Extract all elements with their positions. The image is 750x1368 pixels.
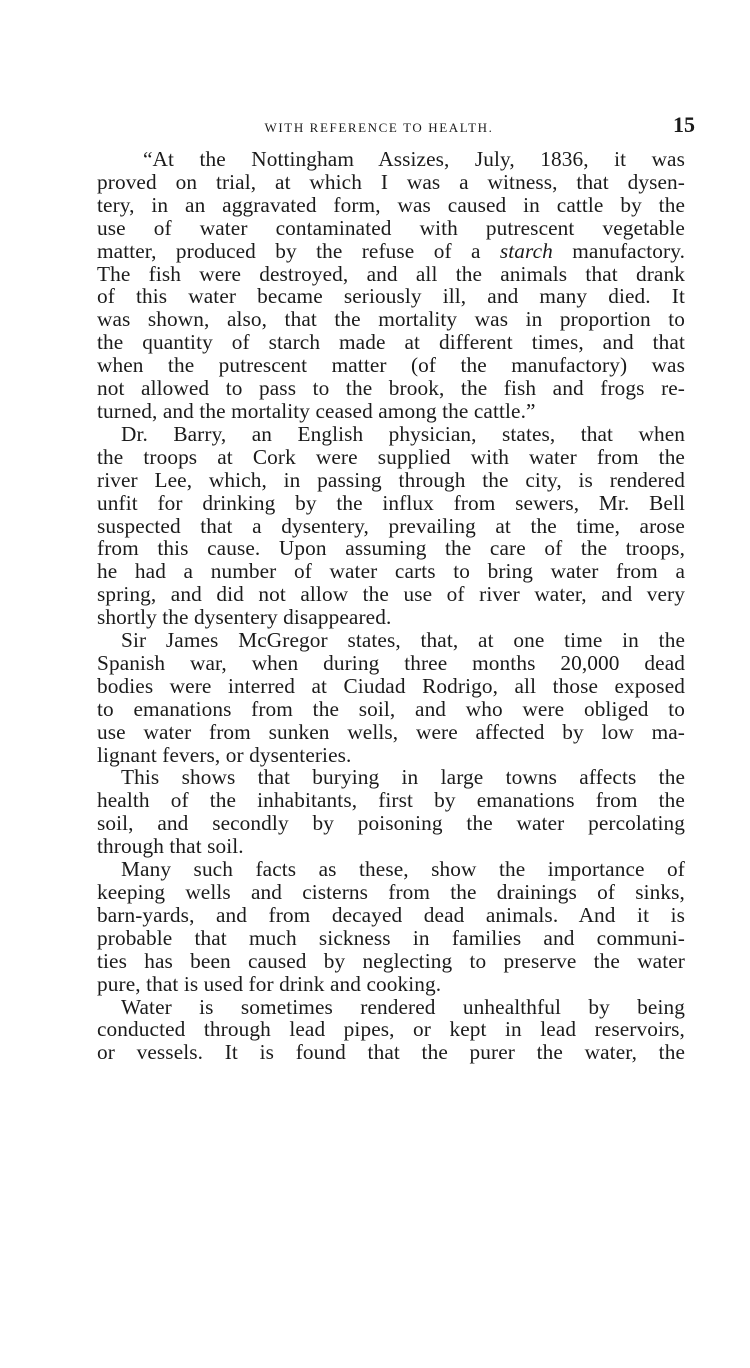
text-line: unfit for drinking by the influx from sewers, Mr. Bell [97, 490, 685, 515]
running-title: WITH REFERENCE TO HEALTH. [264, 120, 494, 135]
text-line: probable that much sickness in families and communi- [97, 925, 685, 950]
text-line: the troops at Cork were supplied with water from the [97, 444, 685, 469]
paragraph-lead-pipes [73, 996, 685, 1065]
body-text [73, 148, 685, 1064]
text-line: Spanish war, when during three months 20,000 dead [97, 650, 685, 675]
paragraph-dr-barry [73, 423, 685, 629]
running-head [73, 112, 695, 142]
paragraph-nottingham-quote [73, 148, 685, 423]
text-line: “At the Nottingham Assizes, July, 1836, it was [143, 147, 685, 171]
text-line: shortly the dysentery disappeared. [97, 605, 392, 630]
paragraph-mcgregor [73, 629, 685, 766]
page-number: 15 [673, 112, 695, 137]
text-line: of this water became seriously ill, and many died. It [97, 284, 685, 309]
text-line: not allowed to pass to the brook, the fish and frogs re- [97, 376, 685, 401]
paragraph-burying [73, 766, 685, 858]
text-line: use water from sunken wells, were affected by low ma- [97, 719, 685, 744]
text-line-with-emphasis: matter, produced by the refuse of a starch manufactory. [97, 238, 685, 263]
text-line: tery, in an aggravated form, was caused in cattle by the [97, 192, 685, 217]
text-line: from this cause. Upon assuming the care of the troops, [97, 536, 685, 561]
text-line: river Lee, which, in passing through the city, is rendered [97, 467, 685, 492]
text-line: Dr. Barry, an English physician, states, that when [121, 421, 685, 446]
text-line: was shown, also, that the mortality was in proportion to [97, 307, 685, 332]
text-line: ties has been caused by neglecting to preserve the water [97, 948, 685, 973]
text-line: keeping wells and cisterns from the drainings of sinks, [97, 880, 685, 904]
paragraph-wells-cisterns [73, 858, 685, 995]
text-line: or vessels. It is found that the purer the water, the [97, 1040, 685, 1065]
text-line: This shows that burying in large towns affects the [121, 765, 685, 790]
text-line: the quantity of starch made at different times, and that [97, 330, 685, 355]
text-line: turned, and the mortality ceased among the cattle.” [97, 398, 536, 423]
text-line: he had a number of water carts to bring water from a [97, 559, 685, 584]
text-line: bodies were interred at Ciudad Rodrigo, all those exposed [97, 673, 685, 698]
emphasized-word: starch [499, 238, 553, 263]
text-line: Many such facts as these, show the importance of [121, 857, 685, 882]
text-line: when the putrescent matter (of the manufactory) was [97, 353, 685, 378]
text-line: Water is sometimes rendered unhealthful by being [121, 994, 685, 1019]
text-line: to emanations from the soil, and who were obliged to [97, 696, 685, 721]
text-line: spring, and did not allow the use of river water, and very [97, 582, 685, 607]
text-line: lignant fevers, or dysenteries. [97, 742, 352, 767]
text-line: soil, and secondly by poisoning the water percolating [97, 811, 685, 836]
text-line: pure, that is used for drink and cooking. [97, 971, 442, 996]
text-line: Sir James McGregor states, that, at one time in the [121, 628, 685, 653]
text-line: conducted through lead pipes, or kept in lead reservoirs, [97, 1017, 685, 1042]
text-line: use of water contaminated with putrescent vegetable [97, 215, 685, 240]
text-line: through that soil. [97, 834, 244, 859]
text-line: proved on trial, at which I was a witness, that dysen- [97, 169, 685, 194]
text-line: health of the inhabitants, first by emanations from the [97, 788, 685, 813]
text-line: suspected that a dysentery, prevailing at the time, arose [97, 513, 685, 538]
text-line: barn-yards, and from decayed dead animals. And it is [97, 902, 685, 927]
book-page [73, 112, 695, 1065]
text-line: The fish were destroyed, and all the animals that drank [97, 261, 685, 286]
